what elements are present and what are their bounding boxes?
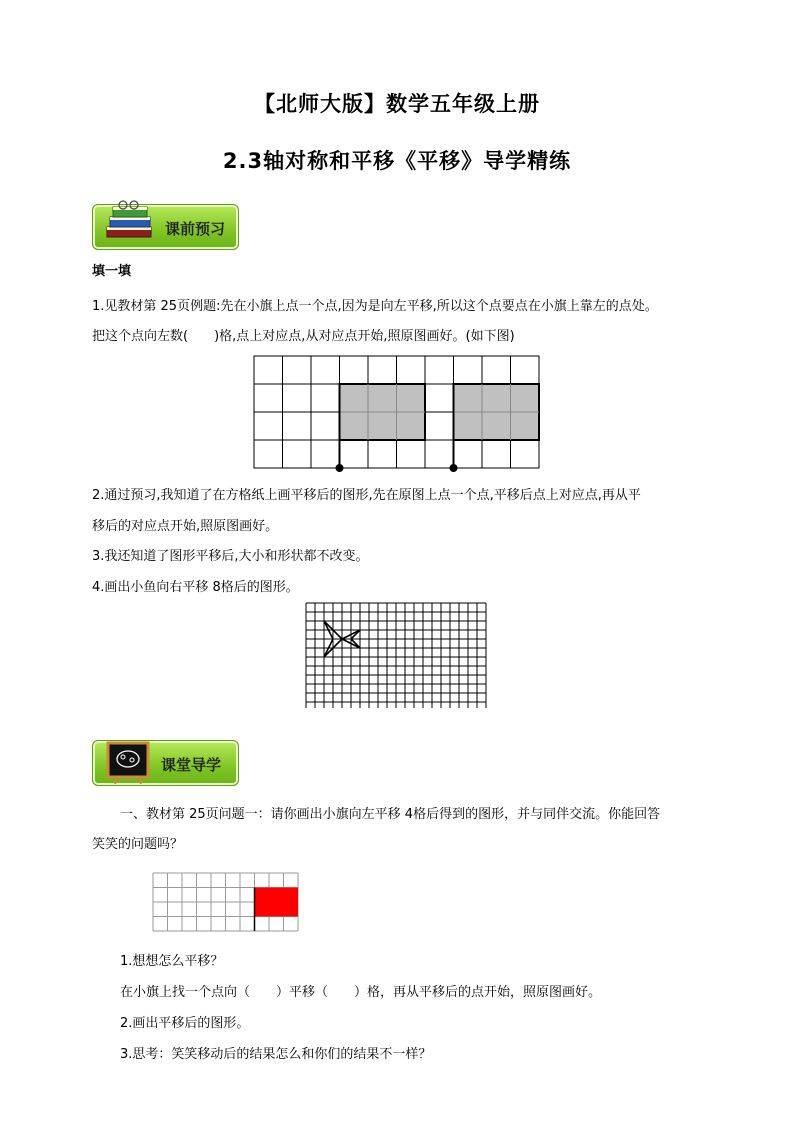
step1-fill-line: 在小旗上找一个点向（ ）平移（ ）格，再从平移后的点开始，照原图画好。 <box>120 985 602 1000</box>
class-banner <box>92 740 239 786</box>
pole-dot-left <box>336 464 344 472</box>
class-badge: 课堂导学 <box>161 756 222 774</box>
pole-dot-right <box>450 464 458 472</box>
intro-line2: 笑笑的问题吗？ <box>92 837 184 852</box>
q1-line2: 把这个点向左数( )格,点上对应点,从对应点开始,照原图画好。(如下图) <box>92 329 515 344</box>
step3-line: 3.思考：笑笑移动后的结果怎么和你们的结果不一样？ <box>120 1047 432 1062</box>
step1-line: 1.想想怎么平移？ <box>120 954 224 969</box>
step2-line: 2.画出平移后的图形。 <box>120 1016 250 1031</box>
preview-banner <box>92 204 239 250</box>
q2-line1: 2.通过预习,我知道了在方格纸上画平移后的图形,先在原图上点一个点,平移后点上对应点,再从平 <box>92 488 641 503</box>
red-flag <box>255 888 299 917</box>
page-title: 【北师大版】数学五年级上册 <box>254 92 540 116</box>
fill-blank-heading: 填一填 <box>92 264 132 279</box>
books-icon <box>101 197 161 245</box>
q2-line2: 移后的对应点开始,照原图画好。 <box>92 519 279 534</box>
red-flag-grid-figure <box>152 872 302 934</box>
q3-line: 3.我还知道了图形平移后,大小和形状都不改变。 <box>92 549 369 564</box>
q1-line1: 1.见教材第 25页例题:先在小旗上点一个点,因为是向左平移,所以这个点要点在小旗上靠左的点处。 <box>92 299 658 314</box>
fish-grid-figure <box>305 602 489 708</box>
blackboard-icon <box>103 739 153 785</box>
preview-badge: 课前预习 <box>165 220 226 238</box>
q4-line: 4.画出小鱼向右平移 8格后的图形。 <box>92 580 299 595</box>
flag-grid-figure <box>250 352 540 472</box>
intro-line1: 一、教材第 25页问题一：请你画出小旗向左平移 4格后得到的图形，并与同伴交流。你能回答 <box>120 807 661 822</box>
page-subtitle: 2.3轴对称和平移《平移》导学精练 <box>222 149 572 173</box>
